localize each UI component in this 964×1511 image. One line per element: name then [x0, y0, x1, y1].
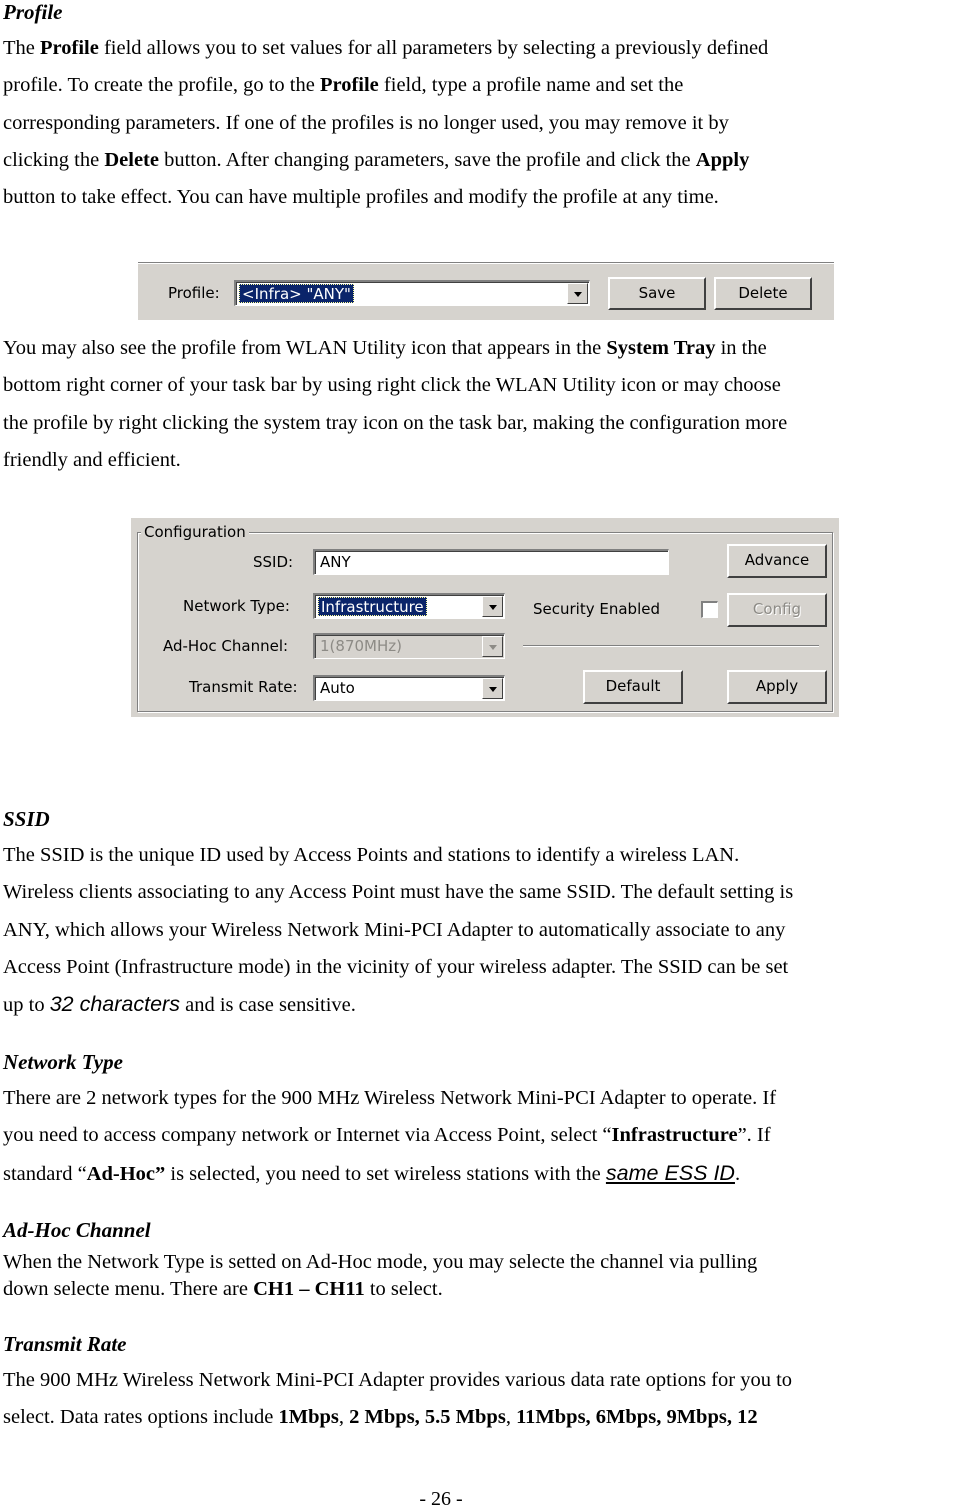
text-run: 2 Mbps, 5.5 Mbps: [349, 1406, 506, 1429]
text-run: Apply: [695, 148, 750, 171]
adhoc-channel-label: Ad-Hoc Channel:: [163, 637, 289, 655]
text-run: ”. If: [737, 1124, 771, 1147]
network-type-value: Infrastructure: [318, 597, 427, 616]
profile-selected-value: <Infra> "ANY": [239, 284, 354, 303]
text-run: Wireless clients associating to any Access Point must have the same SSID. The default setting is: [3, 881, 794, 904]
text-run: Delete: [104, 148, 159, 171]
text-run: standard “: [3, 1162, 87, 1185]
text-run: Access Point (Infrastructure mode) in the vicinity of your wireless adapter. The SSID can be set: [3, 955, 789, 978]
text-run: ,: [338, 1406, 350, 1429]
text-line: [3, 912, 964, 949]
text-run: you need to access company network or Internet via Access Point, select “: [3, 1124, 612, 1147]
configuration-panel: [131, 518, 839, 717]
text-run: and is case sensitive.: [179, 994, 356, 1017]
ssid-input[interactable]: [313, 549, 669, 575]
text-line: [3, 105, 964, 142]
network-type-paragraph: [3, 1080, 964, 1192]
text-run: the profile by right clicking the system tray icon on the task bar, making the configuration more: [3, 411, 788, 434]
text-run: Ad-Hoc”: [86, 1162, 166, 1185]
text-run: same ESS ID: [605, 1160, 735, 1185]
text-run: down selecte menu. There are: [3, 1278, 254, 1300]
text-line: [3, 1080, 964, 1117]
text-run: to select.: [364, 1278, 443, 1300]
transmit-rate-label: Transmit Rate:: [189, 678, 298, 696]
text-line: [3, 142, 964, 179]
text-line: [3, 1276, 964, 1303]
text-run: corresponding parameters. If one of the profiles is no longer used, you may remove it by: [3, 111, 729, 134]
advance-button[interactable]: Advance: [727, 544, 827, 578]
text-run: field allows you to set values for all parameters by selecting a previously defined: [98, 37, 769, 59]
text-line: [3, 874, 964, 911]
text-line: [3, 1362, 964, 1399]
profile-heading: Profile: [3, 0, 63, 24]
adhoc-channel-value: 1(870MHz): [320, 637, 402, 655]
config-button[interactable]: Config: [727, 593, 827, 627]
text-line: [3, 986, 964, 1023]
text-run: The SSID is the unique ID used by Access Points and stations to identify a wireless LAN.: [3, 844, 740, 866]
delete-button[interactable]: Delete: [714, 277, 812, 310]
security-enabled-checkbox[interactable]: [701, 601, 718, 618]
text-run: There are 2 network types for the 900 MHz Wireless Network Mini-PCI Adapter to operate. If: [3, 1087, 777, 1109]
page-number: - 26 -: [419, 1488, 463, 1510]
text-run: Infrastructure: [611, 1124, 738, 1147]
chevron-down-icon[interactable]: [482, 678, 503, 699]
top-separator: [138, 262, 834, 264]
transmit-rate-value: Auto: [320, 679, 355, 697]
text-run: .: [734, 1162, 741, 1185]
chevron-down-icon[interactable]: [482, 636, 503, 657]
adhoc-channel-select[interactable]: [313, 633, 505, 659]
text-line: [3, 1117, 964, 1154]
text-line: [3, 179, 964, 216]
profile-toolbar: [138, 262, 834, 320]
text-run: bottom right corner of your task bar by using right click the WLAN Utility icon or may choose: [3, 374, 781, 397]
text-run: 32 characters: [49, 992, 180, 1017]
transmit-rate-select[interactable]: [313, 675, 505, 701]
save-button[interactable]: Save: [608, 277, 706, 310]
text-run: You may also see the profile from WLAN Utility icon that appears in the: [3, 337, 607, 359]
network-type-select[interactable]: [313, 593, 505, 619]
network-type-heading: Network Type: [3, 1050, 123, 1074]
text-run: 11Mbps, 6Mbps, 9Mbps, 12: [516, 1406, 758, 1429]
text-line: [3, 30, 964, 67]
profile-paragraph: [3, 30, 964, 216]
divider: [523, 645, 819, 647]
text-line: [3, 1399, 964, 1436]
text-line: [3, 1155, 964, 1192]
text-run: ,: [505, 1406, 517, 1429]
ssid-paragraph: [3, 837, 964, 1023]
text-run: is selected, you need to set wireless stations with the: [165, 1162, 606, 1185]
adhoc-channel-heading: Ad-Hoc Channel: [3, 1218, 151, 1242]
text-run: button. After changing parameters, save the profile and click the: [158, 148, 696, 171]
text-line: [3, 837, 964, 874]
text-line: [3, 1249, 964, 1276]
text-line: [3, 367, 964, 404]
text-line: [3, 949, 964, 986]
text-run: select. Data rates options include: [3, 1406, 279, 1429]
text-run: 1Mbps: [278, 1406, 339, 1429]
text-run: System Tray: [606, 337, 716, 359]
network-type-label: Network Type:: [183, 597, 290, 615]
profile-select[interactable]: [234, 280, 590, 306]
text-line: [3, 330, 964, 367]
text-line: [3, 67, 964, 104]
chevron-down-icon[interactable]: [482, 596, 503, 617]
ssid-value: ANY: [320, 553, 351, 571]
apply-button[interactable]: Apply: [727, 670, 827, 704]
text-run: The 900 MHz Wireless Network Mini-PCI Adapter provides various data rate options for you to: [3, 1369, 793, 1391]
default-button[interactable]: Default: [583, 670, 683, 704]
text-run: up to: [3, 994, 50, 1017]
ssid-label: SSID:: [253, 553, 294, 571]
text-run: ANY, which allows your Wireless Network Mini-PCI Adapter to automatically associate to any: [3, 918, 786, 941]
system-tray-paragraph: [3, 330, 964, 479]
configuration-title: Configuration: [141, 523, 249, 541]
text-line: [3, 442, 964, 479]
chevron-down-icon[interactable]: [567, 283, 588, 304]
text-run: Profile: [319, 74, 379, 97]
text-run: The: [3, 37, 40, 59]
text-run: Profile: [40, 37, 99, 59]
text-run: CH1 – CH11: [253, 1278, 365, 1300]
transmit-rate-paragraph: [3, 1362, 964, 1437]
text-run: button to take effect. You can have multiple profiles and modify the profile at any time.: [3, 186, 719, 209]
text-run: field, type a profile name and set the: [378, 74, 684, 97]
security-enabled-label: Security Enabled: [533, 600, 660, 618]
text-run: When the Network Type is setted on Ad-Hoc mode, you may selecte the channel via pulling: [3, 1251, 758, 1273]
text-run: profile. To create the profile, go to the: [3, 74, 320, 97]
text-line: [3, 405, 964, 442]
text-run: friendly and efficient.: [3, 448, 181, 471]
transmit-rate-heading: Transmit Rate: [3, 1332, 127, 1356]
text-run: in the: [715, 337, 767, 359]
profile-label: Profile:: [168, 284, 220, 302]
text-run: clicking the: [3, 148, 105, 171]
adhoc-channel-paragraph: [3, 1249, 964, 1303]
ssid-heading: SSID: [3, 807, 50, 831]
